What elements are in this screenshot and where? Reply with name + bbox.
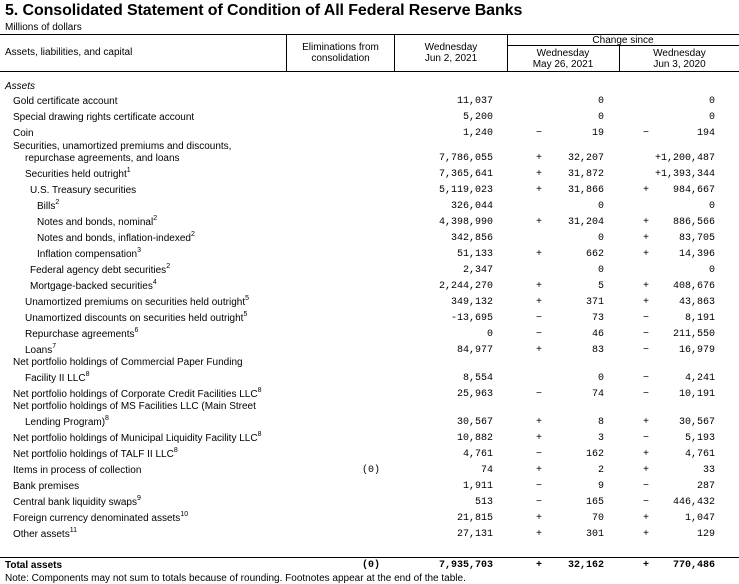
current-value: 8,554 bbox=[462, 373, 493, 384]
week-change-value: 31,866 bbox=[567, 185, 604, 196]
week-change-value: 0 bbox=[597, 265, 604, 276]
row-label-text: Bills bbox=[37, 201, 56, 212]
row-label bbox=[25, 310, 248, 325]
year-change-sign: − bbox=[642, 345, 649, 356]
footnote-marker: 5 bbox=[245, 294, 250, 302]
table-row bbox=[0, 446, 739, 461]
week-change-sign: − bbox=[535, 449, 542, 460]
row-label bbox=[13, 481, 79, 493]
row-label-text: Facility II LLC bbox=[25, 373, 86, 384]
week-change-value: 5 bbox=[597, 281, 604, 292]
current-value: 326,044 bbox=[450, 201, 493, 212]
table-row bbox=[0, 414, 739, 429]
week-change-sign: − bbox=[535, 389, 542, 400]
table-row bbox=[0, 357, 739, 369]
current-value: 7,935,703 bbox=[438, 560, 493, 571]
current-value: 4,398,990 bbox=[438, 217, 493, 228]
row-label bbox=[13, 357, 243, 369]
week-change-value: 162 bbox=[585, 449, 604, 460]
table-row bbox=[0, 262, 739, 277]
current-value: 2,347 bbox=[462, 265, 493, 276]
year-change-sign: − bbox=[642, 433, 649, 444]
year-change-sign: + bbox=[642, 417, 649, 428]
current-value: 1,240 bbox=[462, 128, 493, 139]
year-change-value: 408,676 bbox=[672, 281, 715, 292]
week-change-value: 0 bbox=[597, 201, 604, 212]
table-row bbox=[0, 342, 739, 357]
table-row bbox=[0, 96, 739, 108]
week-change-value: 32,162 bbox=[567, 560, 604, 571]
table-row bbox=[0, 310, 739, 325]
table-row bbox=[0, 214, 739, 229]
week-change-value: 74 bbox=[591, 389, 604, 400]
row-label-text: Net portfolio holdings of Corporate Credit Facilities LLC bbox=[13, 389, 258, 400]
week-change-sign: − bbox=[535, 481, 542, 492]
year-change-sign: + bbox=[642, 297, 649, 308]
current-value: 349,132 bbox=[450, 297, 493, 308]
row-label bbox=[13, 494, 141, 509]
row-label bbox=[30, 278, 157, 293]
current-value: 74 bbox=[480, 465, 493, 476]
current-value: 342,856 bbox=[450, 233, 493, 244]
footnote-marker: 8 bbox=[257, 430, 262, 438]
row-label-text: Inflation compensation bbox=[37, 249, 138, 260]
week-change-value: 662 bbox=[585, 249, 604, 260]
footnote-marker: 2 bbox=[166, 262, 171, 270]
year-change-value: 194 bbox=[696, 128, 715, 139]
row-label-text: Central bank liquidity swaps bbox=[13, 497, 137, 508]
row-label-text: Special drawing rights certificate account bbox=[13, 112, 195, 123]
row-label bbox=[13, 386, 262, 401]
week-change-value: 32,207 bbox=[567, 153, 604, 164]
week-change-value: 371 bbox=[585, 297, 604, 308]
row-label-text: Net portfolio holdings of Municipal Liquidity Facility LLC bbox=[13, 433, 258, 444]
week-change-value: 8 bbox=[597, 417, 604, 428]
week-change-value: 70 bbox=[591, 513, 604, 524]
week-change-sign: + bbox=[535, 185, 542, 196]
current-value: 513 bbox=[474, 497, 493, 508]
year-change-value: 30,567 bbox=[678, 417, 715, 428]
year-change-sign: − bbox=[642, 373, 649, 384]
year-change-sign: + bbox=[642, 217, 649, 228]
year-change-sign: + bbox=[642, 529, 649, 540]
row-label bbox=[25, 153, 180, 165]
row-label bbox=[13, 401, 256, 413]
table-row bbox=[0, 246, 739, 261]
year-change-value: 984,667 bbox=[672, 185, 715, 196]
header-eliminations: Eliminations from consolidation bbox=[302, 42, 379, 64]
table-row bbox=[0, 141, 739, 153]
row-label-text: Net portfolio holdings of MS Facilities LLC (Main Street bbox=[13, 401, 256, 412]
week-change-value: 19 bbox=[591, 128, 604, 139]
table-row bbox=[0, 510, 739, 525]
table-row bbox=[0, 386, 739, 401]
row-label-text: Items in process of collection bbox=[13, 465, 142, 476]
year-change-sign: + bbox=[642, 185, 649, 196]
row-label bbox=[5, 560, 62, 572]
year-change-value: 0 bbox=[708, 265, 715, 276]
header-label: Assets, liabilities, and capital bbox=[5, 47, 133, 58]
row-label-text: Unamortized premiums on securities held outright bbox=[25, 297, 246, 308]
table-row bbox=[0, 370, 739, 385]
footnote-marker: 8 bbox=[105, 414, 109, 422]
year-change-value: 5,193 bbox=[684, 433, 715, 444]
year-change-sign: + bbox=[642, 233, 649, 244]
week-change-sign: + bbox=[535, 433, 542, 444]
row-label bbox=[37, 246, 141, 261]
year-change-value: 0 bbox=[708, 112, 715, 123]
footnote-marker: 2 bbox=[191, 230, 195, 238]
week-change-value: 83 bbox=[591, 345, 604, 356]
row-label bbox=[25, 342, 57, 357]
row-label-text: Coin bbox=[13, 128, 34, 139]
week-change-sign: − bbox=[535, 497, 542, 508]
header-year-ago: Wednesday Jun 3, 2020 bbox=[653, 48, 706, 70]
section-heading: Assets bbox=[5, 81, 36, 92]
row-label bbox=[13, 128, 34, 140]
footnote-marker: 10 bbox=[180, 510, 189, 518]
table-row bbox=[0, 494, 739, 509]
year-change-value: 4,241 bbox=[684, 373, 715, 384]
week-change-sign: + bbox=[535, 529, 542, 540]
table-row bbox=[0, 128, 739, 140]
week-change-sign: + bbox=[535, 169, 542, 180]
row-label bbox=[37, 230, 195, 245]
footnote-marker: 11 bbox=[69, 526, 77, 534]
year-change-value: 16,979 bbox=[678, 345, 715, 356]
table-row bbox=[0, 481, 739, 493]
current-value: 5,200 bbox=[462, 112, 493, 123]
year-change-value: 211,550 bbox=[672, 329, 715, 340]
week-change-sign: + bbox=[535, 417, 542, 428]
row-label bbox=[13, 465, 141, 477]
footnote-marker: 9 bbox=[136, 494, 141, 502]
row-label bbox=[13, 510, 189, 525]
year-change-sign: + bbox=[642, 465, 649, 476]
table-row bbox=[0, 430, 739, 445]
week-change-value: 165 bbox=[585, 497, 604, 508]
year-change-sign: + bbox=[642, 281, 649, 292]
year-change-value: +1,200,487 bbox=[654, 153, 715, 164]
year-change-value: 446,432 bbox=[672, 497, 715, 508]
total-rule bbox=[0, 557, 739, 558]
footnote-marker: 1 bbox=[126, 166, 131, 174]
week-change-sign: + bbox=[535, 281, 542, 292]
footnote-marker: 4 bbox=[152, 278, 157, 286]
week-change-sign: + bbox=[535, 249, 542, 260]
row-label-text: Net portfolio holdings of TALF II LLC bbox=[13, 449, 174, 460]
table-note: Note: Components may not sum to totals because of rounding. Footnotes appear at the end of the table. bbox=[5, 573, 466, 584]
row-label bbox=[13, 96, 118, 108]
footnote-marker: 3 bbox=[137, 246, 141, 254]
row-label-text: Gold certificate account bbox=[13, 96, 118, 107]
table-row bbox=[0, 185, 739, 197]
year-change-sign: − bbox=[642, 389, 649, 400]
current-value: 5,119,023 bbox=[438, 185, 493, 196]
footnote-marker: 5 bbox=[243, 310, 248, 318]
year-change-value: 33 bbox=[702, 465, 715, 476]
current-value: 51,133 bbox=[456, 249, 493, 260]
row-label bbox=[25, 370, 90, 385]
year-change-value: 43,863 bbox=[678, 297, 715, 308]
table-row bbox=[0, 230, 739, 245]
row-label-text: repurchase agreements, and loans bbox=[25, 153, 180, 164]
year-change-value: 287 bbox=[696, 481, 715, 492]
row-label-text: Bank premises bbox=[13, 481, 80, 492]
year-change-value: +1,393,344 bbox=[654, 169, 715, 180]
row-label-text: Loans bbox=[25, 345, 53, 356]
year-change-sign: − bbox=[642, 329, 649, 340]
year-change-value: 770,486 bbox=[672, 560, 715, 571]
year-change-value: 14,396 bbox=[678, 249, 715, 260]
table-row bbox=[0, 198, 739, 213]
elimination-value: (0) bbox=[361, 560, 380, 571]
current-value: -13,695 bbox=[450, 313, 493, 324]
footnote-marker: 6 bbox=[134, 326, 139, 334]
row-label bbox=[13, 141, 231, 153]
row-label bbox=[25, 294, 250, 309]
week-change-value: 31,872 bbox=[567, 169, 604, 180]
week-change-sign: + bbox=[535, 297, 542, 308]
table-row bbox=[0, 526, 739, 541]
year-change-value: 1,047 bbox=[684, 513, 715, 524]
week-change-value: 0 bbox=[597, 373, 604, 384]
table-row bbox=[0, 153, 739, 165]
current-value: 25,963 bbox=[456, 389, 493, 400]
header-bottom-rule bbox=[0, 71, 739, 72]
elimination-value: (0) bbox=[361, 465, 380, 476]
row-label bbox=[25, 414, 109, 429]
row-label bbox=[30, 262, 171, 277]
week-change-value: 31,204 bbox=[567, 217, 604, 228]
year-change-value: 8,191 bbox=[684, 313, 715, 324]
current-value: 10,882 bbox=[456, 433, 493, 444]
header-week-ago: Wednesday May 26, 2021 bbox=[532, 48, 594, 70]
row-label-text: Total assets bbox=[5, 560, 63, 571]
row-label bbox=[37, 198, 60, 213]
week-change-sign: + bbox=[535, 345, 542, 356]
units-subtitle: Millions of dollars bbox=[5, 22, 82, 33]
footnote-marker: 7 bbox=[52, 342, 57, 350]
week-change-value: 0 bbox=[597, 233, 604, 244]
year-change-sign: − bbox=[642, 313, 649, 324]
footnote-marker: 2 bbox=[153, 214, 158, 222]
week-change-value: 73 bbox=[591, 313, 604, 324]
row-label-text: Net portfolio holdings of Commercial Paper Funding bbox=[13, 357, 243, 368]
year-change-sign: − bbox=[642, 497, 649, 508]
table-row bbox=[0, 326, 739, 341]
header-wednesday-current: Wednesday Jun 2, 2021 bbox=[424, 42, 478, 64]
year-change-value: 10,191 bbox=[678, 389, 715, 400]
week-change-sign: − bbox=[535, 329, 542, 340]
row-label bbox=[13, 430, 262, 445]
week-change-value: 301 bbox=[585, 529, 604, 540]
year-change-sign: + bbox=[642, 513, 649, 524]
week-change-value: 46 bbox=[591, 329, 604, 340]
current-value: 30,567 bbox=[456, 417, 493, 428]
row-label-text: Notes and bonds, nominal bbox=[37, 217, 154, 228]
year-change-sign: − bbox=[642, 481, 649, 492]
page-title: 5. Consolidated Statement of Condition of All Federal Reserve Banks bbox=[5, 2, 523, 19]
current-value: 7,786,055 bbox=[438, 153, 493, 164]
footnote-marker: 8 bbox=[257, 386, 262, 394]
year-change-sign: + bbox=[642, 560, 649, 571]
table-row bbox=[0, 294, 739, 309]
row-label-text: Unamortized discounts on securities held outright bbox=[25, 313, 244, 324]
week-change-value: 2 bbox=[597, 465, 604, 476]
total-row bbox=[0, 560, 739, 572]
row-label bbox=[37, 214, 158, 229]
year-change-value: 0 bbox=[708, 96, 715, 107]
footnote-marker: 2 bbox=[55, 198, 60, 206]
row-label-text: Lending Program) bbox=[25, 417, 106, 428]
week-change-sign: + bbox=[535, 153, 542, 164]
row-label-text: U.S. Treasury securities bbox=[30, 185, 137, 196]
week-change-sign: − bbox=[535, 128, 542, 139]
row-label-text: Securities held outright bbox=[25, 169, 127, 180]
current-value: 0 bbox=[486, 329, 493, 340]
week-change-sign: − bbox=[535, 313, 542, 324]
row-label-text: Securities, unamortized premiums and discounts, bbox=[13, 141, 232, 152]
row-label bbox=[30, 185, 136, 197]
current-value: 2,244,270 bbox=[438, 281, 493, 292]
current-value: 11,037 bbox=[456, 96, 493, 107]
week-change-sign: + bbox=[535, 560, 542, 571]
row-label-text: Other assets bbox=[13, 529, 70, 540]
table-row bbox=[0, 166, 739, 181]
row-label-text: Repurchase agreements bbox=[25, 329, 135, 340]
footnote-marker: 8 bbox=[173, 446, 178, 454]
year-change-value: 129 bbox=[696, 529, 715, 540]
year-change-value: 4,761 bbox=[684, 449, 715, 460]
current-value: 27,131 bbox=[456, 529, 493, 540]
row-label bbox=[25, 166, 131, 181]
table-row bbox=[0, 401, 739, 413]
year-change-sign: + bbox=[642, 449, 649, 460]
week-change-sign: + bbox=[535, 513, 542, 524]
week-change-value: 3 bbox=[597, 433, 604, 444]
year-change-value: 83,705 bbox=[678, 233, 715, 244]
row-label bbox=[25, 326, 139, 341]
footnote-marker: 8 bbox=[85, 370, 90, 378]
year-change-value: 0 bbox=[708, 201, 715, 212]
row-label bbox=[13, 526, 77, 541]
week-change-value: 9 bbox=[597, 481, 604, 492]
year-change-value: 886,566 bbox=[672, 217, 715, 228]
week-change-value: 0 bbox=[597, 112, 604, 123]
row-label bbox=[13, 112, 194, 124]
row-label bbox=[13, 446, 178, 461]
week-change-value: 0 bbox=[597, 96, 604, 107]
table-row bbox=[0, 112, 739, 124]
row-label-text: Mortgage-backed securities bbox=[30, 281, 153, 292]
current-value: 21,815 bbox=[456, 513, 493, 524]
year-change-sign: − bbox=[642, 128, 649, 139]
table-row bbox=[0, 465, 739, 477]
year-change-sign: + bbox=[642, 249, 649, 260]
current-value: 1,911 bbox=[462, 481, 493, 492]
row-label-text: Notes and bonds, inflation-indexed bbox=[37, 233, 191, 244]
current-value: 4,761 bbox=[462, 449, 493, 460]
table-row bbox=[0, 278, 739, 293]
week-change-sign: + bbox=[535, 465, 542, 476]
row-label-text: Foreign currency denominated assets bbox=[13, 513, 181, 524]
row-label-text: Federal agency debt securities bbox=[30, 265, 167, 276]
header-change-since: Change since bbox=[592, 35, 654, 46]
current-value: 7,365,641 bbox=[438, 169, 493, 180]
current-value: 84,977 bbox=[456, 345, 493, 356]
week-change-sign: + bbox=[535, 217, 542, 228]
